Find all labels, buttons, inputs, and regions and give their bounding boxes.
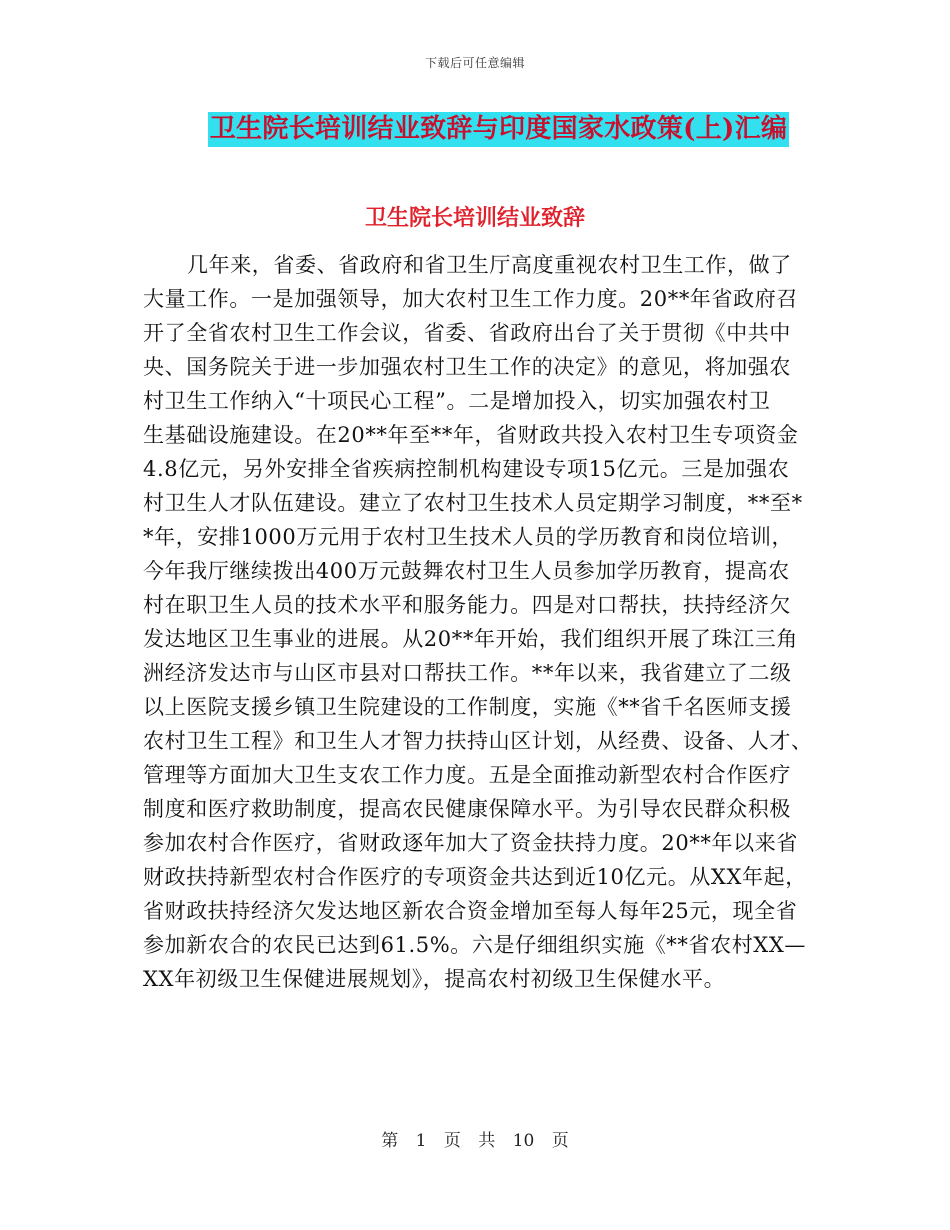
paragraph-line: XX年初级卫生保健进展规划》，提高农村初级卫生保健水平。 (143, 967, 726, 991)
paragraph-line: 央、国务院关于进一步加强农村卫生工作的决定》的意见，将加强农 (143, 355, 791, 379)
paragraph-line: *年，安排1000万元用于农村卫生技术人员的学历教育和岗位培训， (143, 525, 794, 549)
paragraph-line: 开了全省农村卫生工作会议，省委、省政府出台了关于贯彻《中共中 (143, 321, 791, 345)
paragraph-line: 大量工作。一是加强领导，加大农村卫生工作力度。20**年省政府召 (143, 287, 798, 311)
doc-title-container (0, 112, 950, 147)
footer-prefix: 第 (381, 1131, 399, 1151)
paragraph-line: 洲经济发达市与山区市县对口帮扶工作。**年以来，我省建立了二级 (143, 661, 792, 685)
footer-total-unit: 页 (551, 1131, 569, 1151)
paragraph-line: 村卫生工作纳入“十项民心工程”。二是增加投入，切实加强农村卫 (143, 389, 771, 413)
paragraph-line: 村在职卫生人员的技术水平和服务能力。四是对口帮扶，扶持经济欠 (143, 593, 791, 617)
header-note: 下载后可任意编辑 (424, 56, 525, 70)
paragraph-line: 几年来，省委、省政府和省卫生厅高度重视农村卫生工作，做了 (187, 253, 792, 277)
paragraph-line: 管理等方面加大卫生支农工作力度。五是全面推动新型农村合作医疗 (143, 763, 791, 787)
footer-total-prefix: 共 (478, 1131, 496, 1151)
section-title: 卫生院长培训结业致辞 (364, 205, 585, 231)
paragraph-line: 村卫生人才队伍建设。建立了农村卫生技术人员定期学习制度，**至* (143, 491, 803, 515)
paragraph-line: 参加农村合作医疗，省财政逐年加大了资金扶持力度。20**年以来省 (143, 831, 798, 855)
paragraph-line: 以上医院支援乡镇卫生院建设的工作制度，实施《**省千名医师支援 (143, 695, 792, 719)
paragraph-line: 农村卫生工程》和卫生人才智力扶持山区计划，从经费、设备、人才、 (143, 729, 813, 753)
page-total: 10 (512, 1131, 535, 1151)
paragraph-line: 财政扶持新型农村合作医疗的专项资金共达到近10亿元。从XX年起， (143, 865, 807, 889)
paragraph-line: 生基础设施建设。在20**年至**年，省财政共投入农村卫生专项资金 (143, 423, 799, 447)
paragraph-line: 4.8亿元，另外安排全省疾病控制机构建设专项15亿元。三是加强农 (143, 457, 790, 481)
footer-page-unit: 页 (443, 1131, 461, 1151)
paragraph-line: 参加新农合的农民已达到61.5%。六是仔细组织实施《**省农村XX— (143, 933, 807, 957)
page-footer (0, 1126, 950, 1151)
page-number: 1 (415, 1131, 427, 1151)
body-paragraph (143, 248, 813, 996)
paragraph-line: 发达地区卫生事业的进展。从20**年开始，我们组织开展了珠江三角 (143, 627, 798, 651)
document-title: 卫生院长培训结业致辞与印度国家水政策(上)汇编 (208, 112, 790, 147)
paragraph-line: 制度和医疗救助制度，提高农民健康保障水平。为引导农民群众积极 (143, 797, 791, 821)
paragraph-line: 今年我厅继续拨出400万元鼓舞农村卫生人员参加学历教育，提高农 (143, 559, 790, 583)
paragraph-line: 省财政扶持经济欠发达地区新农合资金增加至每人每年25元，现全省 (143, 899, 798, 923)
